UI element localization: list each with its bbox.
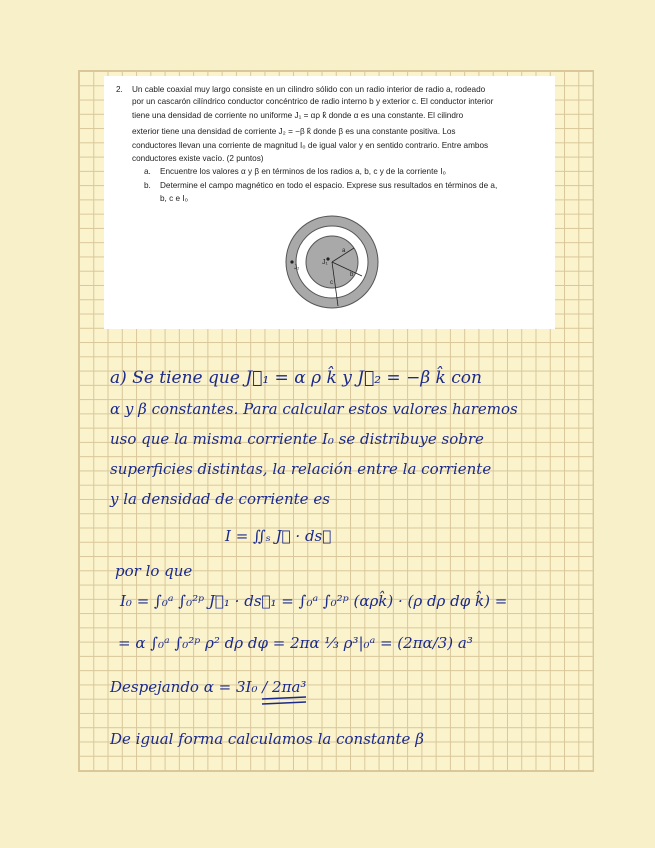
solution-line: uso que la misma corriente I₀ se distribuye sobre bbox=[110, 430, 484, 448]
subitem-text: Encuentre los valores α y β en términos de los radios a, b, c y de la corriente I₀ bbox=[160, 167, 446, 176]
solution-equation: I₀ = ∫₀ᵃ ∫₀²ᵖ J⃗₁ · ds⃗₁ = ∫₀ᵃ ∫₀²ᵖ (αρk̂) · (ρ dρ dφ k̂) = bbox=[120, 592, 508, 610]
label-c: c bbox=[330, 280, 333, 286]
problem-line: tiene una densidad de corriente no uniforme J₁ = αρ k̂ donde α es una constante. El cilindro bbox=[132, 111, 464, 120]
subitem-text: b, c e I₀ bbox=[160, 194, 188, 203]
subitem-text: Determine el campo magnético en todo el espacio. Exprese sus resultados en términos de a, bbox=[160, 181, 498, 190]
solution-line: α y β constantes. Para calcular estos valores haremos bbox=[110, 400, 518, 418]
solution-line: por lo que bbox=[115, 562, 193, 580]
label-b: b bbox=[350, 272, 354, 278]
problem-line: exterior tiene una densidad de corriente J₂ = −β k̂ donde β es una constante positiva. Los bbox=[132, 127, 456, 136]
subitem-label: a. bbox=[144, 167, 151, 176]
problem-line: Un cable coaxial muy largo consiste en un cilindro sólido con un radio interior de radio a, rodeado bbox=[132, 85, 486, 94]
solution-equation: I = ∬ₛ J⃗ · ds⃗ bbox=[225, 527, 332, 545]
problem-line: conductores existe vacío. (2 puntos) bbox=[132, 154, 264, 163]
solution-line: a) Se tiene que J⃗₁ = α ρ k̂ y J⃗₂ = −β k̂ con bbox=[110, 368, 482, 388]
j2-label: J₂ bbox=[294, 265, 300, 271]
coaxial-cable-figure bbox=[284, 214, 380, 310]
underline-result-icon bbox=[260, 696, 310, 706]
j2-cross-icon bbox=[290, 260, 293, 263]
subitem-label: b. bbox=[144, 181, 151, 190]
problem-line: conductores llevan una corriente de magnitud I₀ de igual valor y en sentido contrario. Entre ambos bbox=[132, 141, 489, 150]
solution-equation: = α ∫₀ᵃ ∫₀²ᵖ ρ² dρ dφ = 2πα ⅓ ρ³|₀ᵃ = (2πα/3) a³ bbox=[118, 634, 473, 652]
j1-label: J₁ bbox=[322, 259, 328, 266]
problem-line: por un cascarón cilíndrico conductor concéntrico de radio interno b y exterior c. El conductor interior bbox=[132, 97, 494, 107]
problem-number: 2. bbox=[116, 85, 123, 94]
solution-line: De igual forma calculamos la constante β bbox=[110, 730, 424, 748]
label-a: a bbox=[342, 248, 346, 254]
problem-statement bbox=[104, 76, 555, 329]
solution-line: y la densidad de corriente es bbox=[110, 490, 330, 508]
solution-line: superficies distintas, la relación entre la corriente bbox=[110, 460, 492, 478]
solution-line: Despejando α = 3I₀ / 2πa³ bbox=[110, 678, 307, 696]
